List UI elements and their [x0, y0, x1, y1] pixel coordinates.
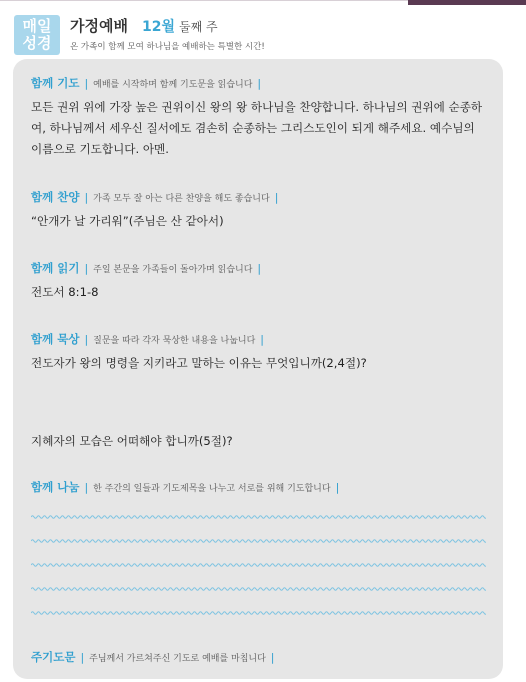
- section-header: [31, 479, 485, 495]
- divider: |: [260, 332, 264, 346]
- section-header: [31, 260, 485, 276]
- page-title: 가정예배: [70, 17, 128, 35]
- section-header: [31, 331, 485, 347]
- section-description: 질문을 따라 각자 묵상한 내용을 나눕니다: [93, 335, 256, 346]
- divider: |: [80, 650, 85, 664]
- section-praise: [31, 189, 485, 232]
- section-description: 예배를 시작하며 함께 기도문을 읽습니다: [93, 79, 253, 90]
- section-description: 주일 본문을 가족들이 돌아가며 읽습니다: [93, 264, 253, 275]
- divider: |: [257, 76, 262, 90]
- section-title: 주기도문: [31, 650, 76, 664]
- wave-path: [31, 540, 486, 543]
- section-reading: [31, 260, 485, 303]
- page-header: [70, 15, 218, 37]
- divider: |: [274, 190, 279, 204]
- section-header: [31, 649, 485, 665]
- meditation-question-1: 전도자가 왕의 명령을 지키라고 말하는 이유는 무엇입니까(2,4절)?: [31, 356, 367, 370]
- writing-line-4: [31, 586, 486, 592]
- wave-path: [31, 516, 486, 519]
- section-description: 한 주간의 일들과 기도제목을 나누고 서로를 위해 기도합니다: [93, 483, 331, 494]
- section-meditation: [31, 331, 485, 374]
- writing-line-5: [31, 610, 486, 616]
- logo-line-1: 매일: [22, 17, 52, 35]
- wave-path: [31, 564, 486, 567]
- writing-line-3: [31, 562, 486, 568]
- divider: |: [335, 480, 340, 494]
- divider: |: [84, 332, 89, 346]
- section-title: 함께 읽기: [31, 261, 80, 275]
- writing-line-2: [31, 538, 486, 544]
- section-title: 함께 기도: [31, 76, 80, 90]
- meditation-question-2: 지혜자의 모습은 어떠해야 합니까(5절)?: [31, 434, 233, 448]
- top-border: [0, 0, 526, 6]
- wave-path: [31, 612, 486, 615]
- section-lords-prayer: [31, 649, 485, 665]
- month-label: 12월: [141, 19, 175, 35]
- divider: |: [257, 261, 262, 275]
- scripture-reference: 전도서 8:1-8: [31, 285, 99, 299]
- prayer-text: 모든 권위 위에 가장 높은 권위이신 왕의 왕 하나님을 찬양합니다. 하나님의 권위에 순종하여, 하나님께서 세우신 질서에도 겸손히 순종하는 그리스도인이 되게 해주세요. 예수님의 이름으로 기도합니다. 아멘.: [31, 100, 483, 156]
- worship-panel: [13, 59, 503, 679]
- top-corner-bar: [408, 0, 526, 5]
- divider: |: [270, 650, 275, 664]
- divider: |: [84, 76, 89, 90]
- divider: |: [84, 261, 89, 275]
- logo: [14, 15, 60, 55]
- wave-path: [31, 588, 486, 591]
- writing-line-1: [31, 514, 486, 520]
- hymn-title: “안개가 날 가리워”(주님은 산 같아서): [31, 214, 224, 228]
- divider: |: [84, 480, 89, 494]
- section-description: 가족 모두 잘 아는 다른 찬양을 해도 좋습니다: [93, 193, 270, 204]
- section-header: [31, 189, 485, 205]
- week-label: 둘째 주: [178, 20, 218, 34]
- section-header: [31, 75, 485, 91]
- section-prayer: [31, 75, 485, 160]
- section-title: 함께 찬양: [31, 190, 80, 204]
- section-sharing: [31, 479, 485, 495]
- section-description: 주님께서 가르쳐주신 기도로 예배를 마칩니다: [89, 653, 266, 664]
- meditation-question-2-wrap: [31, 425, 485, 452]
- logo-line-2: 성경: [22, 34, 52, 52]
- section-title: 함께 묵상: [31, 332, 80, 346]
- page-subtitle: 온 가족이 함께 모여 하나님을 예배하는 특별한 시간!: [70, 42, 265, 52]
- divider: |: [84, 190, 89, 204]
- section-title: 함께 나눔: [31, 480, 80, 494]
